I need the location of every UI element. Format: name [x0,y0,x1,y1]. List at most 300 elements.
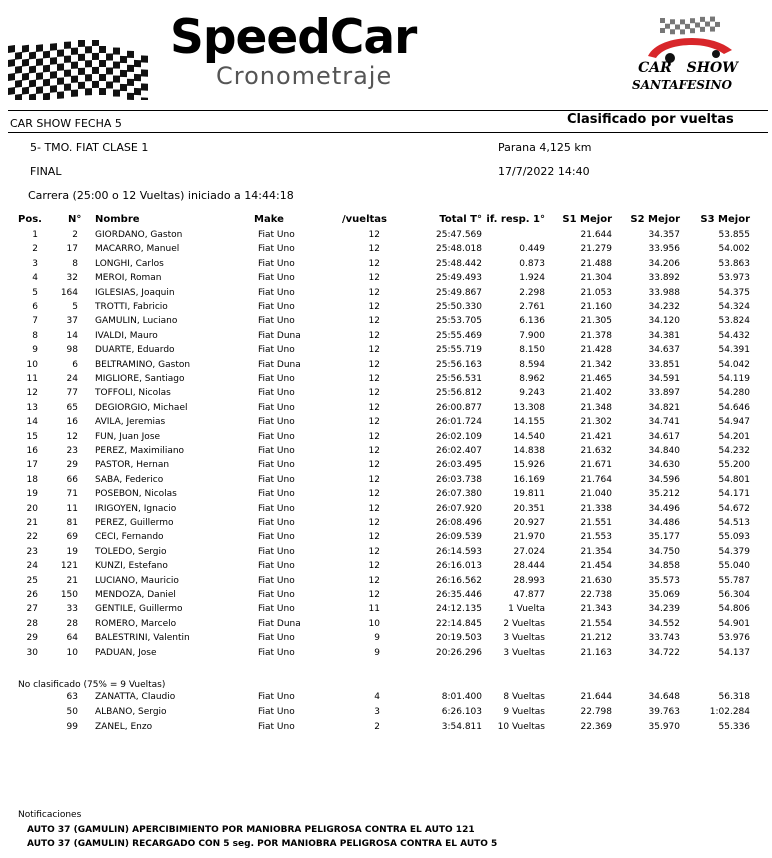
cell-name: ZANEL, Enzo [95,722,153,732]
cell-make: Fiat Uno [258,345,295,356]
cell-s1: 21.402 [580,388,612,399]
notification-item: AUTO 37 (GAMULIN) APERCIBIMIENTO POR MANIOBRA PELIGROSA CONTRA EL AUTO 121 [27,825,475,835]
table-row [0,316,772,330]
cell-s2: 34.630 [648,460,680,471]
table-row [0,489,772,503]
cell-name: TOFFOLI, Nicolas [95,388,171,399]
cell-total: 20:19.503 [436,633,482,644]
cell-s1: 22.798 [580,707,612,717]
cell-s2: 35.177 [648,532,680,543]
cell-s1: 22.738 [580,590,612,600]
cell-s2: 34.357 [648,230,680,240]
header-pos: Pos. [18,214,42,225]
cell-s3: 55.336 [718,722,750,732]
cell-pos: 10 [26,359,38,370]
cell-laps: 12 [368,546,380,557]
date-label: 17/7/2022 14:40 [498,165,590,178]
header-total: Total T° [439,214,482,225]
cell-s1: 21.160 [580,302,612,312]
header-s1: S1 Mejor [562,214,612,225]
cell-s2: 33.892 [648,273,680,284]
cell-laps: 10 [368,618,380,629]
cell-make: Fiat Uno [258,590,295,600]
cell-s2: 34.722 [648,647,680,658]
cell-gap: 14.838 [513,446,545,456]
cell-pos: 7 [32,316,38,327]
cell-make: Fiat Uno [258,604,295,615]
cell-s2: 34.858 [648,561,680,572]
cell-gap: 14.540 [513,431,545,442]
cell-laps: 12 [368,532,380,543]
cell-num: 77 [66,388,78,399]
cell-num: 10 [66,647,78,658]
cell-gap: 20.927 [513,518,545,528]
cell-pos: 5 [32,287,38,298]
header-gap: if. resp. 1° [486,214,545,225]
cell-s3: 55.093 [718,532,750,543]
cell-pos: 22 [26,532,38,543]
cell-make: Fiat Uno [258,446,295,456]
cell-total: 26:01.724 [436,417,482,428]
cell-num: 63 [66,692,78,702]
table-row [0,446,772,460]
header-s2: S2 Mejor [630,214,680,225]
cell-total: 26:07.380 [436,489,482,500]
cell-s3: 54.646 [718,402,750,413]
cell-s2: 34.648 [648,692,680,702]
cell-num: 150 [60,590,78,600]
cell-laps: 12 [368,302,380,312]
cell-total: 25:55.719 [436,345,482,356]
cell-s3: 53.863 [718,258,750,269]
cell-s3: 56.304 [718,590,750,600]
cell-name: GIORDANO, Gaston [95,230,183,240]
notifications-title: Notificaciones [18,810,82,820]
cell-make: Fiat Uno [258,316,295,327]
cell-make: Fiat Duna [258,330,301,341]
cell-laps: 9 [374,633,380,644]
cell-total: 22:14.845 [436,618,482,629]
track-label: Parana 4,125 km [498,141,592,154]
cell-gap: 2.298 [519,287,545,298]
cell-name: MEROI, Roman [95,273,162,284]
divider [8,110,768,111]
cell-laps: 12 [368,359,380,370]
cell-s3: 54.806 [718,604,750,615]
cell-num: 19 [66,546,78,557]
cell-gap: 13.308 [513,402,545,413]
cell-total: 25:53.705 [436,316,482,327]
cell-pos: 24 [26,561,38,572]
cell-s1: 21.338 [580,503,612,514]
cell-gap: 28.993 [513,575,545,586]
cell-num: 11 [66,503,78,514]
cell-total: 26:08.496 [436,518,482,528]
cell-laps: 12 [368,345,380,356]
cell-make: Fiat Uno [258,374,295,384]
cell-gap: 9 Vueltas [503,707,545,717]
cell-gap: 2 Vueltas [503,618,545,629]
cell-s2: 34.596 [648,474,680,485]
session-label: FINAL [30,165,62,178]
cell-s3: 54.201 [718,431,750,442]
cell-gap: 8.962 [519,374,545,384]
cell-gap: 3 Vueltas [503,647,545,658]
cell-total: 25:55.469 [436,330,482,341]
cell-s1: 21.551 [580,518,612,528]
cell-laps: 12 [368,244,380,255]
cell-total: 26:02.407 [436,446,482,456]
cell-s3: 53.976 [718,633,750,644]
cell-s1: 21.632 [580,446,612,456]
cell-num: 5 [72,302,78,312]
cell-num: 71 [66,489,78,500]
cell-s2: 33.743 [648,633,680,644]
cell-make: Fiat Uno [258,402,295,413]
table-row [0,475,772,489]
cell-gap: 2.761 [519,302,545,312]
cell-pos: 3 [32,258,38,269]
cell-make: Fiat Uno [258,489,295,500]
cell-pos: 11 [26,374,38,384]
cell-make: Fiat Uno [258,518,295,528]
table-row [0,432,772,446]
cell-s1: 21.630 [580,575,612,586]
cell-make: Fiat Uno [258,692,295,702]
cell-total: 6:26.103 [441,707,482,717]
cell-total: 26:09.539 [436,532,482,543]
cell-make: Fiat Uno [258,575,295,586]
cell-num: 24 [66,374,78,384]
cell-s2: 34.381 [648,330,680,341]
cell-total: 25:56.812 [436,388,482,399]
cell-name: MIGLIORE, Santiago [95,374,185,384]
cell-laps: 12 [368,374,380,384]
cell-gap: 1.924 [519,273,545,284]
cell-make: Fiat Duna [258,359,301,370]
table-row [0,302,772,316]
cell-num: 98 [66,345,78,356]
cell-s3: 54.901 [718,618,750,629]
cell-gap: 19.811 [513,489,545,500]
cell-pos: 19 [26,489,38,500]
cell-pos: 18 [26,474,38,485]
cell-gap: 15.926 [513,460,545,471]
cell-s1: 21.465 [580,374,612,384]
cell-gap: 14.155 [513,417,545,428]
cell-gap: 10 Vueltas [497,722,545,732]
cell-gap: 1 Vuelta [508,604,545,615]
cell-pos: 27 [26,604,38,615]
header-laps: /vueltas [342,214,387,225]
cell-s1: 22.369 [580,722,612,732]
brand-subtitle: Cronometraje [216,62,393,90]
cell-s1: 21.378 [580,330,612,341]
cell-pos: 12 [26,388,38,399]
cell-make: Fiat Uno [258,561,295,572]
cell-laps: 12 [368,330,380,341]
cell-name: PASTOR, Hernan [95,460,170,471]
cell-total: 25:48.018 [436,244,482,255]
sponsor-name: CAR SHOW [638,60,738,76]
cell-s2: 33.956 [648,244,680,255]
table-row [0,230,772,244]
cell-make: Fiat Uno [258,707,295,717]
cell-pos: 8 [32,330,38,341]
cell-s1: 21.421 [580,431,612,442]
cell-s3: 54.171 [718,489,750,500]
cell-laps: 2 [374,722,380,732]
header-num: N° [68,214,82,225]
cell-laps: 12 [368,431,380,442]
cell-s2: 34.617 [648,431,680,442]
cell-name: ZANATTA, Claudio [95,692,176,702]
table-row [0,518,772,532]
table-row [0,547,772,561]
cell-num: 8 [72,258,78,269]
cell-make: Fiat Uno [258,503,295,514]
cell-s2: 34.750 [648,546,680,557]
cell-gap: 8.594 [519,359,545,370]
cell-s2: 35.212 [648,489,680,500]
cell-s1: 21.671 [580,460,612,471]
cell-s1: 21.305 [580,316,612,327]
table-row [0,648,772,662]
cell-num: 81 [66,518,78,528]
cell-laps: 11 [368,604,380,615]
cell-total: 26:02.109 [436,431,482,442]
cell-s2: 34.120 [648,316,680,327]
cell-name: MENDOZA, Daniel [95,590,176,600]
cell-s1: 21.644 [580,692,612,702]
cell-laps: 12 [368,388,380,399]
cell-make: Fiat Uno [258,388,295,399]
table-row [0,417,772,431]
cell-name: ALBANO, Sergio [95,707,167,717]
cell-name: GENTILE, Guillermo [95,604,183,615]
cell-s3: 54.391 [718,345,750,356]
cell-laps: 12 [368,230,380,240]
cell-s1: 21.279 [580,244,612,255]
cell-num: 14 [66,330,78,341]
cell-total: 26:16.013 [436,561,482,572]
cell-total: 26:35.446 [436,590,482,600]
cell-num: 37 [66,316,78,327]
cell-total: 20:26.296 [436,647,482,658]
cell-num: 17 [66,244,78,255]
cell-s2: 39.763 [648,707,680,717]
cell-make: Fiat Uno [258,417,295,428]
cell-s3: 54.375 [718,287,750,298]
cell-s3: 55.787 [718,575,750,586]
header-s3: S3 Mejor [700,214,750,225]
cell-total: 25:56.163 [436,359,482,370]
cell-laps: 12 [368,258,380,269]
cell-s3: 54.379 [718,546,750,557]
cell-total: 26:07.920 [436,503,482,514]
cell-name: TROTTI, Fabricio [95,302,168,312]
cell-make: Fiat Duna [258,618,301,629]
cell-name: MACARRO, Manuel [95,244,180,255]
cell-s1: 21.644 [580,230,612,240]
cell-s2: 34.591 [648,374,680,384]
cell-laps: 12 [368,474,380,485]
cell-s1: 21.302 [580,417,612,428]
cell-s2: 34.840 [648,446,680,456]
table-row [0,331,772,345]
cell-name: IVALDI, Mauro [95,330,158,341]
table-row [0,633,772,647]
cell-make: Fiat Uno [258,244,295,255]
cell-pos: 20 [26,503,38,514]
cell-num: 65 [66,402,78,413]
cell-s3: 54.947 [718,417,750,428]
cell-total: 3:54.811 [441,722,482,732]
table-row [0,388,772,402]
cell-laps: 12 [368,575,380,586]
report-title: Clasificado por vueltas [567,112,734,127]
cell-num: 121 [60,561,78,572]
cell-laps: 12 [368,273,380,284]
cell-make: Fiat Uno [258,287,295,298]
cell-s3: 55.040 [718,561,750,572]
cell-laps: 3 [374,707,380,717]
table-row [0,403,772,417]
table-row [0,259,772,273]
cell-laps: 12 [368,503,380,514]
table-row [0,360,772,374]
cell-num: 16 [66,417,78,428]
cell-name: LONGHI, Carlos [95,258,164,269]
cell-make: Fiat Uno [258,431,295,442]
event-title: CAR SHOW FECHA 5 [10,117,122,130]
cell-pos: 30 [26,647,38,658]
cell-name: AVILA, Jeremias [95,417,166,428]
notification-item: AUTO 37 (GAMULIN) RECARGADO CON 5 seg. POR MANIOBRA PELIGROSA CONTRA EL AUTO 5 [27,839,498,849]
cell-pos: 25 [26,575,38,586]
cell-s1: 21.454 [580,561,612,572]
cell-s2: 34.486 [648,518,680,528]
cell-num: 32 [66,273,78,284]
cell-laps: 12 [368,446,380,456]
cell-total: 26:00.877 [436,402,482,413]
cell-s1: 21.428 [580,345,612,356]
header-name: Nombre [95,214,140,225]
table-row [0,288,772,302]
cell-name: TOLEDO, Sergio [95,546,167,557]
cell-make: Fiat Uno [258,273,295,284]
cell-num: 66 [66,474,78,485]
cell-s1: 21.342 [580,359,612,370]
cell-total: 26:14.593 [436,546,482,557]
table-row [0,532,772,546]
cell-laps: 12 [368,316,380,327]
cell-s2: 33.897 [648,388,680,399]
cell-s1: 21.553 [580,532,612,543]
cell-gap: 6.136 [519,316,545,327]
cell-name: PADUAN, Jose [95,647,157,658]
cell-name: FUN, Juan Jose [95,431,161,442]
cell-total: 25:56.531 [436,374,482,384]
cell-name: DUARTE, Eduardo [95,345,175,356]
cell-s3: 54.801 [718,474,750,485]
cell-laps: 12 [368,590,380,600]
cell-s1: 21.554 [580,618,612,629]
table-row [0,722,772,736]
cell-s3: 1:02.284 [709,707,750,717]
divider [8,132,768,133]
cell-s2: 34.232 [648,302,680,312]
cell-s2: 34.821 [648,402,680,413]
cell-gap: 27.024 [513,546,545,557]
cell-pos: 29 [26,633,38,644]
cell-gap: 8 Vueltas [503,692,545,702]
cell-pos: 1 [32,230,38,240]
cell-s2: 35.970 [648,722,680,732]
cell-s2: 34.239 [648,604,680,615]
cell-s3: 53.973 [718,273,750,284]
cell-gap: 0.873 [519,258,545,269]
cell-name: KUNZI, Estefano [95,561,168,572]
cell-s1: 21.354 [580,546,612,557]
cell-laps: 12 [368,460,380,471]
brand-title: SpeedCar [170,10,417,65]
table-row [0,619,772,633]
table-row [0,590,772,604]
cell-s1: 21.764 [580,474,612,485]
cell-s1: 21.212 [580,633,612,644]
cell-num: 164 [60,287,78,298]
cell-num: 99 [66,722,78,732]
table-row [0,460,772,474]
cell-laps: 4 [374,692,380,702]
cell-s3: 53.855 [718,230,750,240]
table-row [0,561,772,575]
cell-laps: 12 [368,402,380,413]
cell-s3: 54.513 [718,518,750,528]
cell-pos: 4 [32,273,38,284]
table-row [0,504,772,518]
table-row [0,576,772,590]
cell-make: Fiat Uno [258,230,295,240]
cell-pos: 28 [26,618,38,629]
cell-total: 25:50.330 [436,302,482,312]
cell-s3: 54.137 [718,647,750,658]
cell-s3: 55.200 [718,460,750,471]
cell-name: IGLESIAS, Joaquin [95,287,175,298]
cell-num: 33 [66,604,78,615]
cell-laps: 12 [368,417,380,428]
cell-s3: 54.324 [718,302,750,312]
cell-gap: 3 Vueltas [503,633,545,644]
cell-s1: 21.488 [580,258,612,269]
cell-pos: 14 [26,417,38,428]
cell-name: PEREZ, Guillermo [95,518,174,528]
cell-name: GAMULIN, Luciano [95,316,178,327]
sponsor-region: SANTAFESINO [632,78,732,92]
cell-laps: 12 [368,518,380,528]
cell-s2: 34.741 [648,417,680,428]
cell-s2: 34.206 [648,258,680,269]
cell-name: BALESTRINI, Valentin [95,633,190,644]
cell-make: Fiat Uno [258,722,295,732]
cell-gap: 21.970 [513,532,545,543]
cell-num: 6 [72,359,78,370]
cell-laps: 12 [368,489,380,500]
cell-gap: 28.444 [513,561,545,572]
cell-total: 8:01.400 [441,692,482,702]
cell-s1: 21.163 [580,647,612,658]
